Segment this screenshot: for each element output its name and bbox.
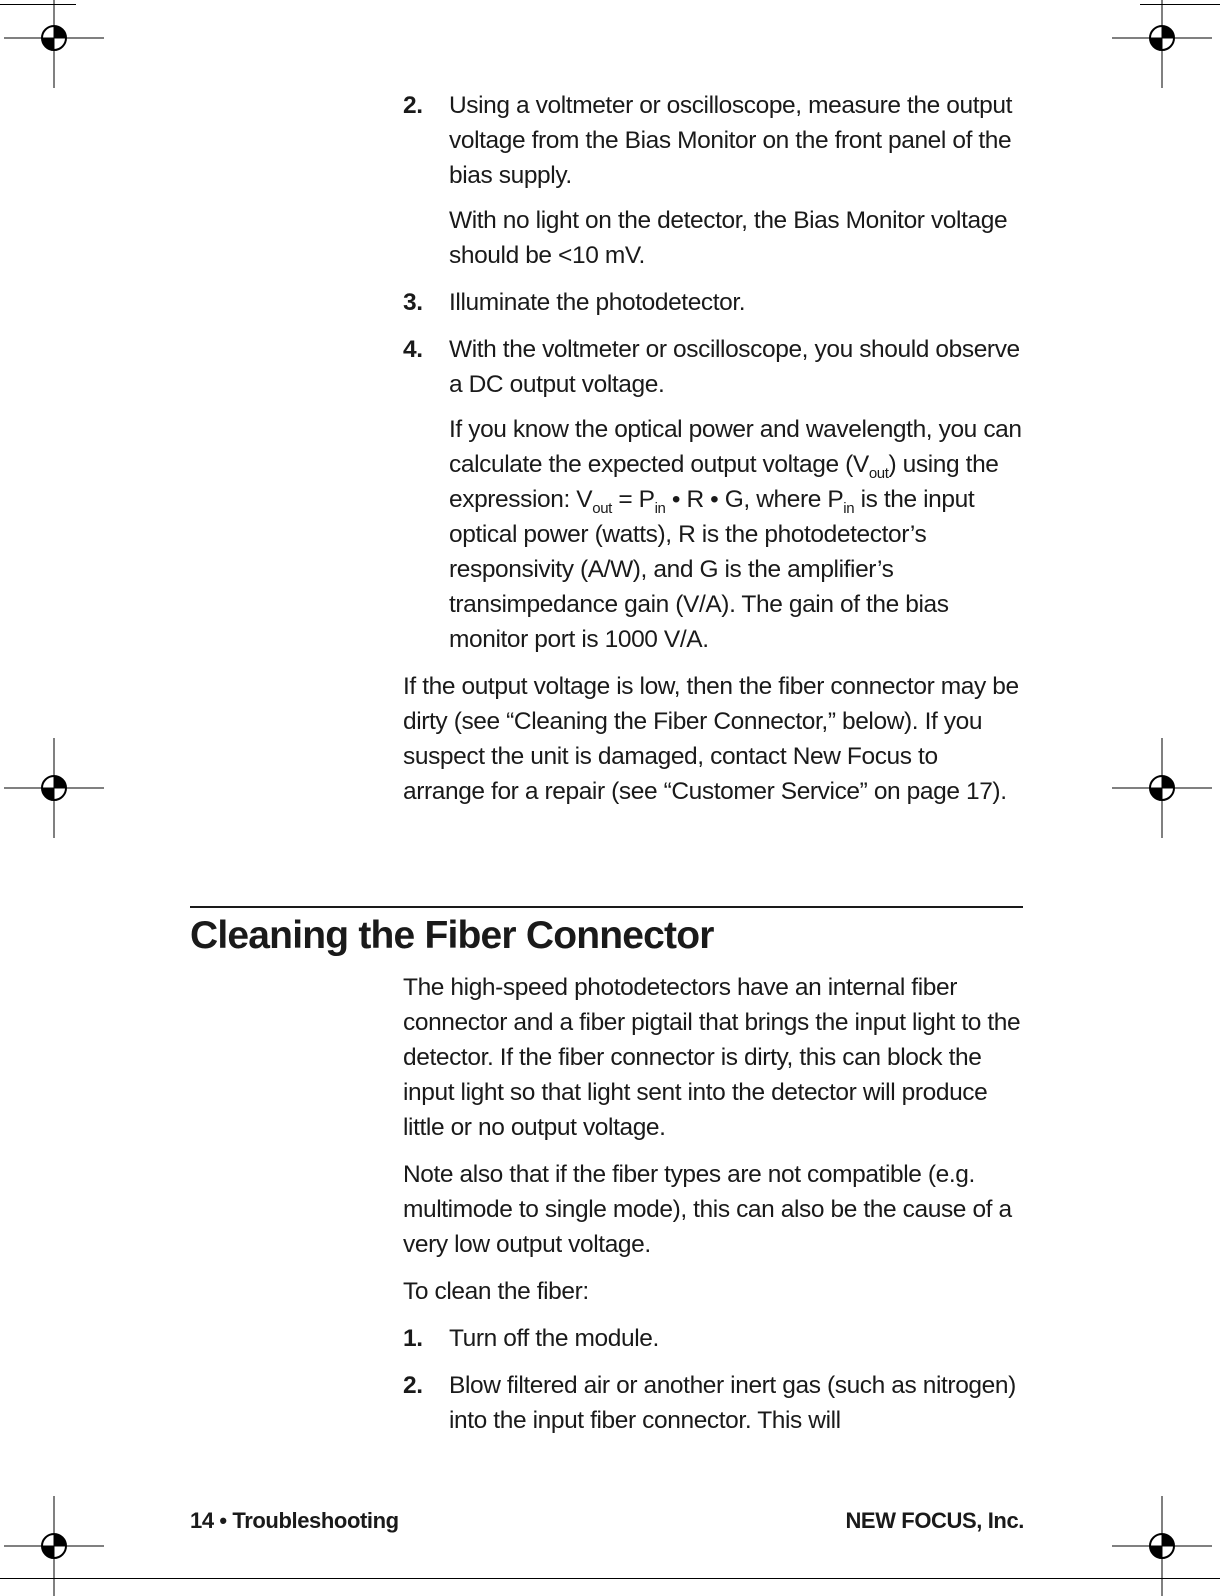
crosshair-target-icon xyxy=(1112,738,1212,838)
procedure-top xyxy=(403,88,1023,821)
crosshair-target-icon xyxy=(1112,0,1212,88)
step-item xyxy=(403,285,1023,320)
crosshair-target-icon xyxy=(4,738,104,838)
section-paragraph: Note also that if the fiber types are not compatible (e.g. multimode to single mode), this can also be the cause of a very low output voltage. xyxy=(403,1161,1012,1258)
crosshair-target-icon xyxy=(1112,1496,1212,1596)
step-number: 3. xyxy=(403,289,423,316)
step-number: 2. xyxy=(403,92,423,119)
subscript: in xyxy=(654,500,666,517)
step-item xyxy=(403,88,1023,273)
step-text: Blow filtered air or another inert gas (such as nitrogen) into the input fiber connector. This will xyxy=(449,1372,1016,1434)
formula-text: = P xyxy=(611,486,655,513)
formula-text: If you know the optical power and wavelength, you can calculate the expected output voltage (V xyxy=(449,416,1022,478)
step-number: 1. xyxy=(403,1325,423,1352)
step-item xyxy=(403,332,1023,657)
low-voltage-paragraph: If the output voltage is low, then the fiber connector may be dirty (see “Cleaning the Fiber Connector,” below). If you suspect the unit is damaged, contact New Focus to arrange for a repair (see “Customer Service” on page 17). xyxy=(403,673,1019,805)
step-note: With no light on the detector, the Bias Monitor voltage should be <10 mV. xyxy=(449,207,1008,269)
section-title: Cleaning the Fiber Connector xyxy=(190,914,714,957)
step-item xyxy=(403,1368,1023,1438)
step-text: Using a voltmeter or oscilloscope, measure the output voltage from the Bias Monitor on the front panel of the bias supply. xyxy=(449,92,1013,189)
step-text: Turn off the module. xyxy=(449,1325,659,1352)
registration-mark-middle-left xyxy=(4,738,104,838)
step-number: 4. xyxy=(403,336,423,363)
subscript: out xyxy=(592,500,612,517)
subscript: out xyxy=(868,465,889,482)
section-body xyxy=(403,970,1023,1450)
formula-note xyxy=(449,412,1023,657)
footer-page-label: 14 • Troubleshooting xyxy=(190,1508,399,1533)
step-text: Illuminate the photodetector. xyxy=(449,289,746,316)
crosshair-target-icon xyxy=(4,1496,104,1596)
footer-company: NEW FOCUS, Inc. xyxy=(845,1508,1024,1533)
step-text: With the voltmeter or oscilloscope, you should observe a DC output voltage. xyxy=(449,336,1020,398)
trim-line-bottom xyxy=(0,1578,1220,1579)
subscript: in xyxy=(843,500,855,517)
registration-mark-top-left xyxy=(4,0,104,88)
registration-mark-bottom-right xyxy=(1112,1496,1212,1596)
crosshair-target-icon xyxy=(4,0,104,88)
formula-text: • R • G, where P xyxy=(665,486,844,513)
section-paragraph: The high-speed photodetectors have an internal fiber connector and a fiber pigtail that brings the input light to the detector. If the fiber connector is dirty, this can block the input light so that light sent into the detector will produce little or no output voltage. xyxy=(403,974,1021,1141)
registration-mark-middle-right xyxy=(1112,738,1212,838)
formula-text: ) using the expression: V xyxy=(449,451,999,513)
section-paragraph: To clean the fiber: xyxy=(403,1278,589,1305)
step-number: 2. xyxy=(403,1372,423,1399)
registration-mark-top-right xyxy=(1112,0,1212,88)
registration-mark-bottom-left xyxy=(4,1496,104,1596)
formula-text: is the input optical power (watts), R is the photodetector’s responsivity (A/W), and G is the amplifier’s transimpedance gain (V/A). The gain of the bias monitor port is 1000 V/A. xyxy=(449,486,975,653)
step-item xyxy=(403,1321,1023,1356)
